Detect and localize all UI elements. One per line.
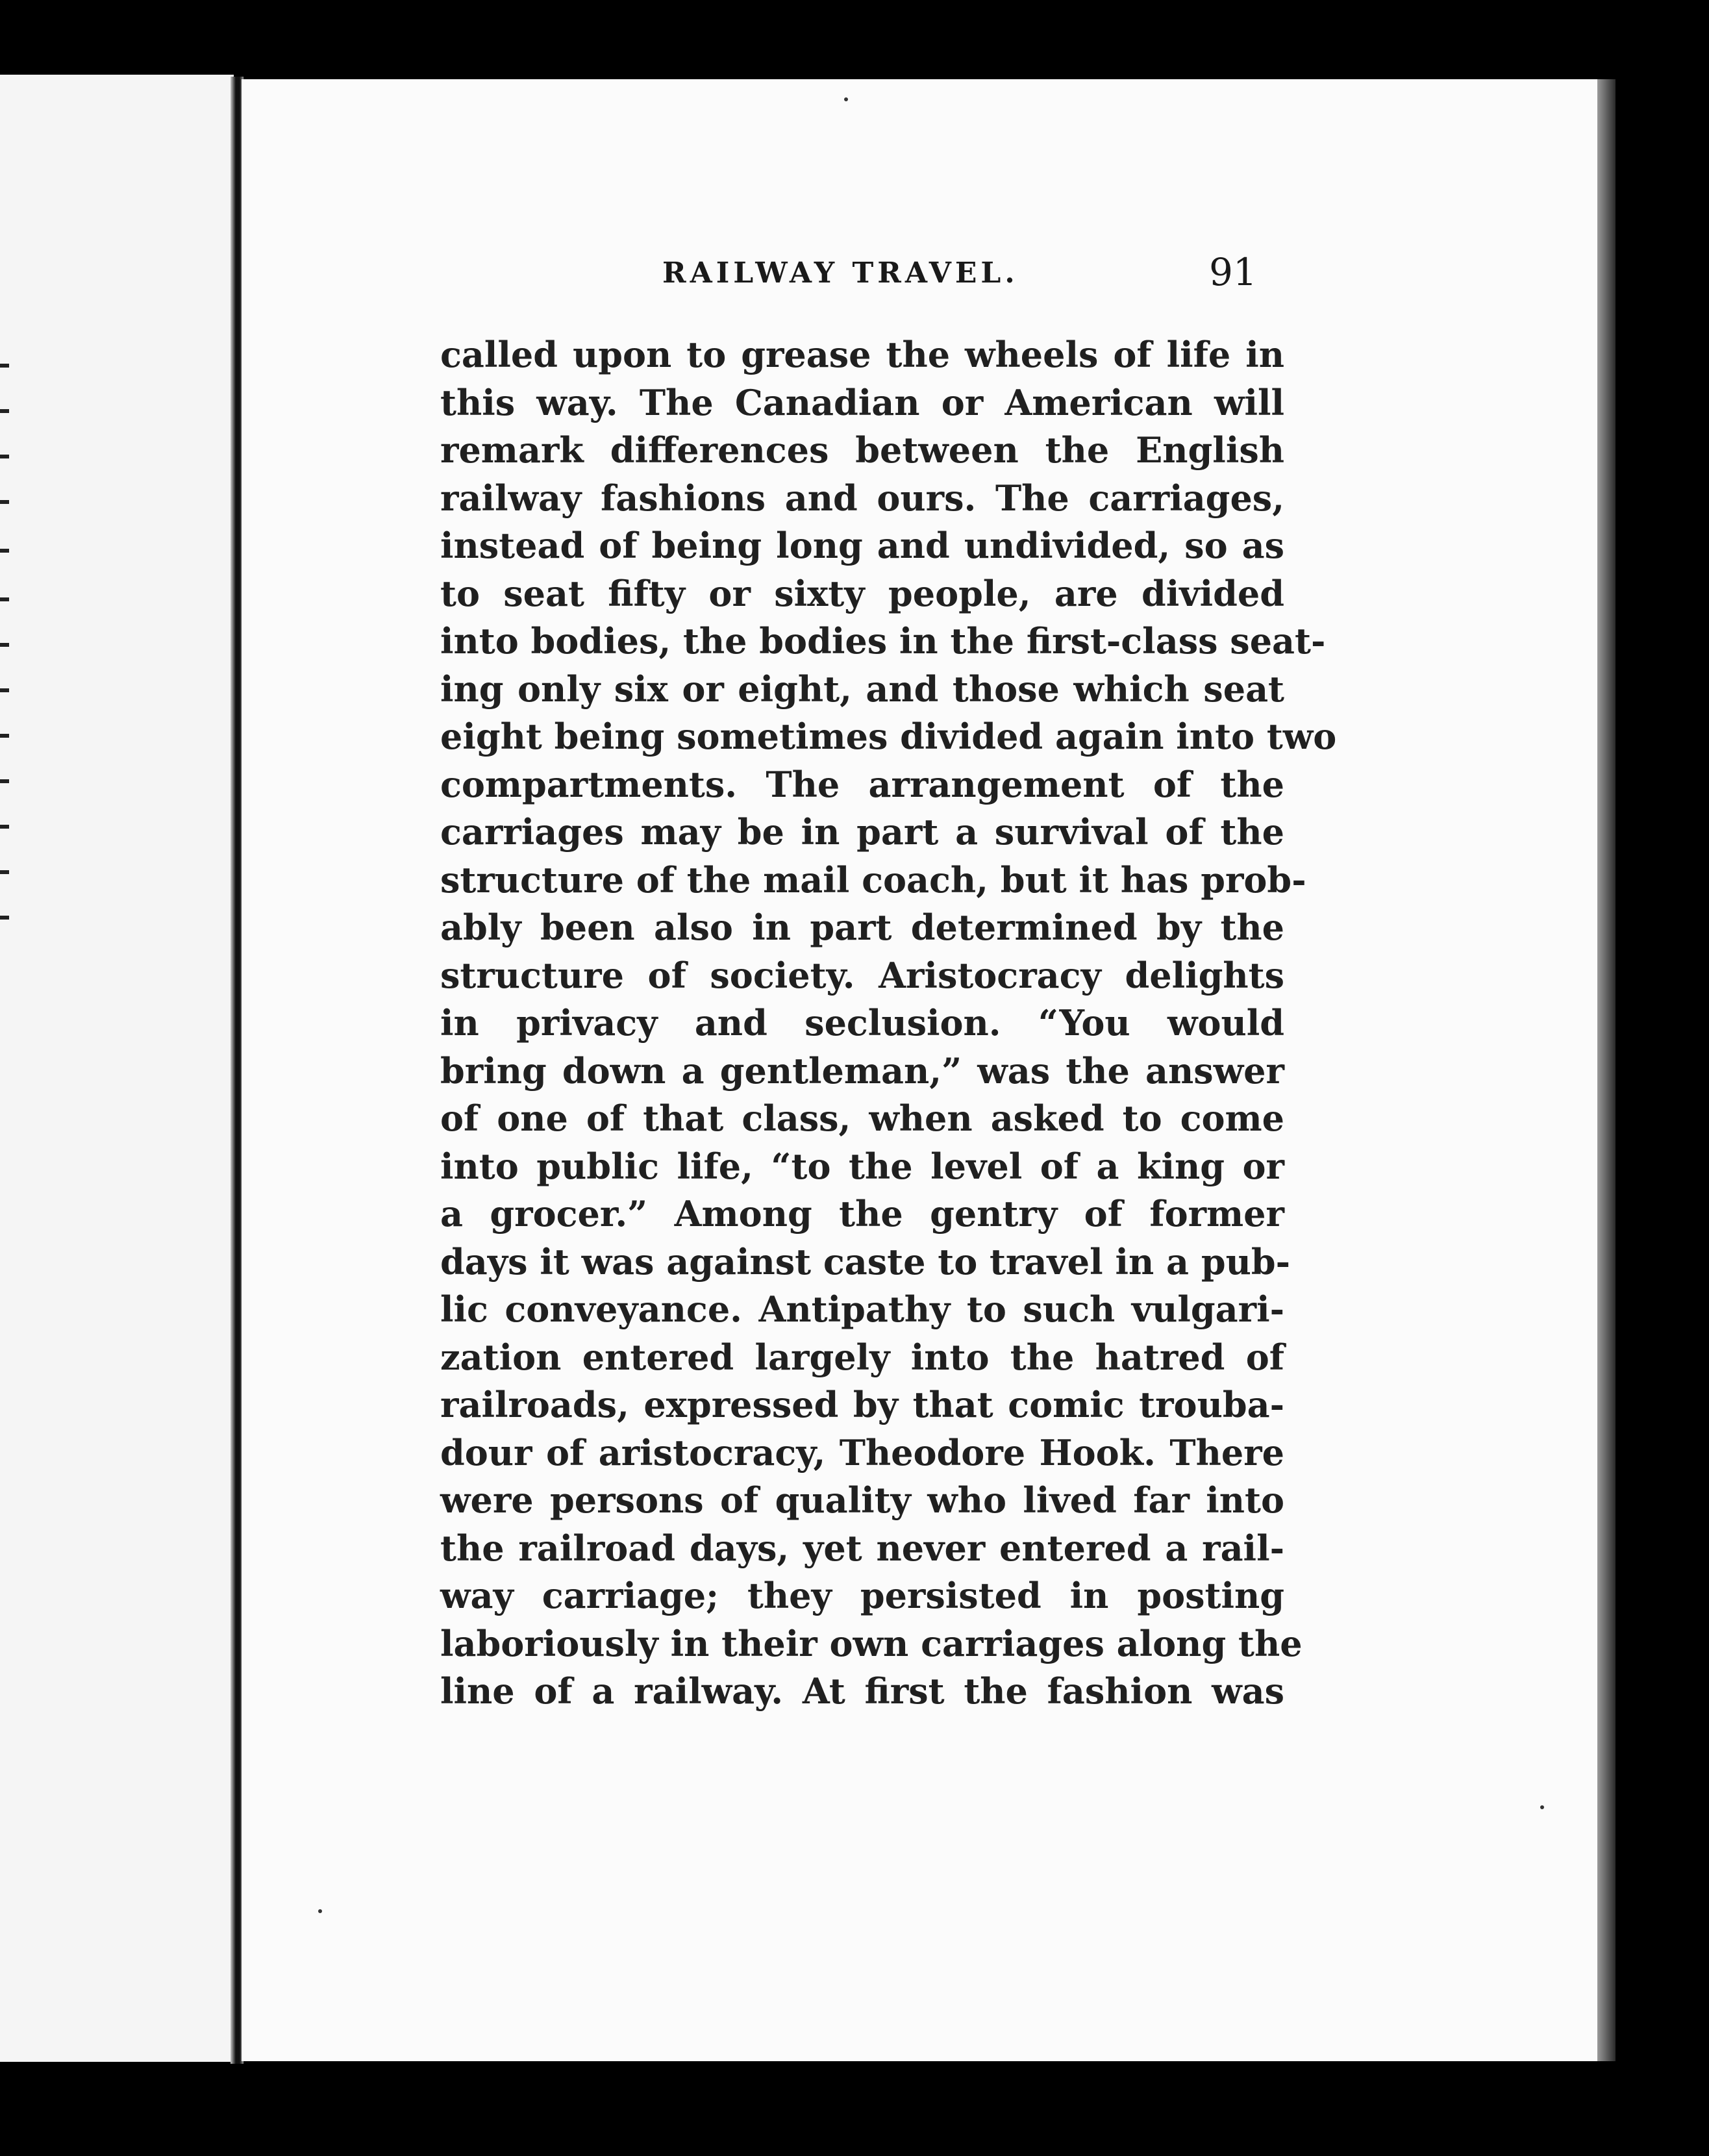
text-line: compartments. The arrangement of the <box>440 763 1284 805</box>
text-line: into public life, “to the level of a king or <box>440 1145 1284 1187</box>
text-line: dour of aristocracy, Theodore Hook. There <box>440 1431 1284 1473</box>
facing-page-mark <box>0 500 9 504</box>
facing-page-mark <box>0 409 9 413</box>
paper-speck <box>844 97 848 101</box>
text-line: zation entered largely into the hatred of <box>440 1336 1284 1378</box>
text-line: ing only six or eight, and those which seat <box>440 668 1284 710</box>
text-line: eight being sometimes divided again into two <box>440 716 1337 757</box>
text-line: bring down a gentleman,” was the answer <box>440 1049 1284 1092</box>
facing-page-mark <box>0 870 9 874</box>
text-line: of one of that class, when asked to come <box>440 1097 1284 1139</box>
text-line: the railroad days, yet never entered a rail- <box>440 1527 1284 1569</box>
running-header: RAILWAY TRAVEL. <box>662 257 1019 290</box>
text-line: structure of society. Aristocracy delights <box>440 954 1284 996</box>
facing-page-mark <box>0 549 9 553</box>
text-line: a grocer.” Among the gentry of former <box>440 1193 1284 1235</box>
text-line: carriages may be in part a survival of the <box>440 811 1284 853</box>
text-line: this way. The Canadian or American will <box>440 381 1284 423</box>
page-edge-shadow <box>1597 79 1615 2061</box>
facing-page-fragment <box>0 75 234 2062</box>
facing-page-mark <box>0 825 9 829</box>
text-line: way carriage; they persisted in posting <box>440 1575 1284 1616</box>
text-line: days it was against caste to travel in a pub- <box>440 1240 1291 1283</box>
text-line: line of a railway. At first the fashion was <box>440 1670 1284 1712</box>
text-line: into bodies, the bodies in the first-class seat- <box>440 620 1326 662</box>
facing-page-mark <box>0 364 9 368</box>
facing-page-mark <box>0 779 9 783</box>
text-line: structure of the mail coach, but it has prob- <box>440 859 1306 901</box>
paper-speck <box>1540 1805 1544 1809</box>
facing-page-mark <box>0 688 9 692</box>
text-line: in privacy and seclusion. “You would <box>440 1002 1284 1044</box>
text-line: were persons of quality who lived far into <box>440 1479 1284 1521</box>
text-line: railway fashions and ours. The carriages, <box>440 477 1284 519</box>
page-number: 91 <box>1209 250 1257 294</box>
body-text <box>440 331 1337 1716</box>
text-line: railroads, expressed by that comic trouba- <box>440 1384 1284 1425</box>
facing-page-mark <box>0 597 9 601</box>
text-line: called upon to grease the wheels of life in <box>440 334 1284 375</box>
facing-page-mark <box>0 455 9 458</box>
facing-page-mark <box>0 916 9 920</box>
text-line: to seat fifty or sixty people, are divided <box>440 572 1284 614</box>
text-line: laboriously in their own carriages along the <box>440 1622 1303 1664</box>
text-line: lic conveyance. Antipathy to such vulgari- <box>440 1288 1284 1330</box>
text-line: instead of being long and undivided, so as <box>440 525 1284 566</box>
facing-page-mark <box>0 643 9 647</box>
text-line: ably been also in part determined by the <box>440 907 1284 948</box>
paper-speck <box>318 1909 322 1913</box>
facing-page-mark <box>0 734 9 738</box>
text-line: remark differences between the English <box>440 429 1284 471</box>
